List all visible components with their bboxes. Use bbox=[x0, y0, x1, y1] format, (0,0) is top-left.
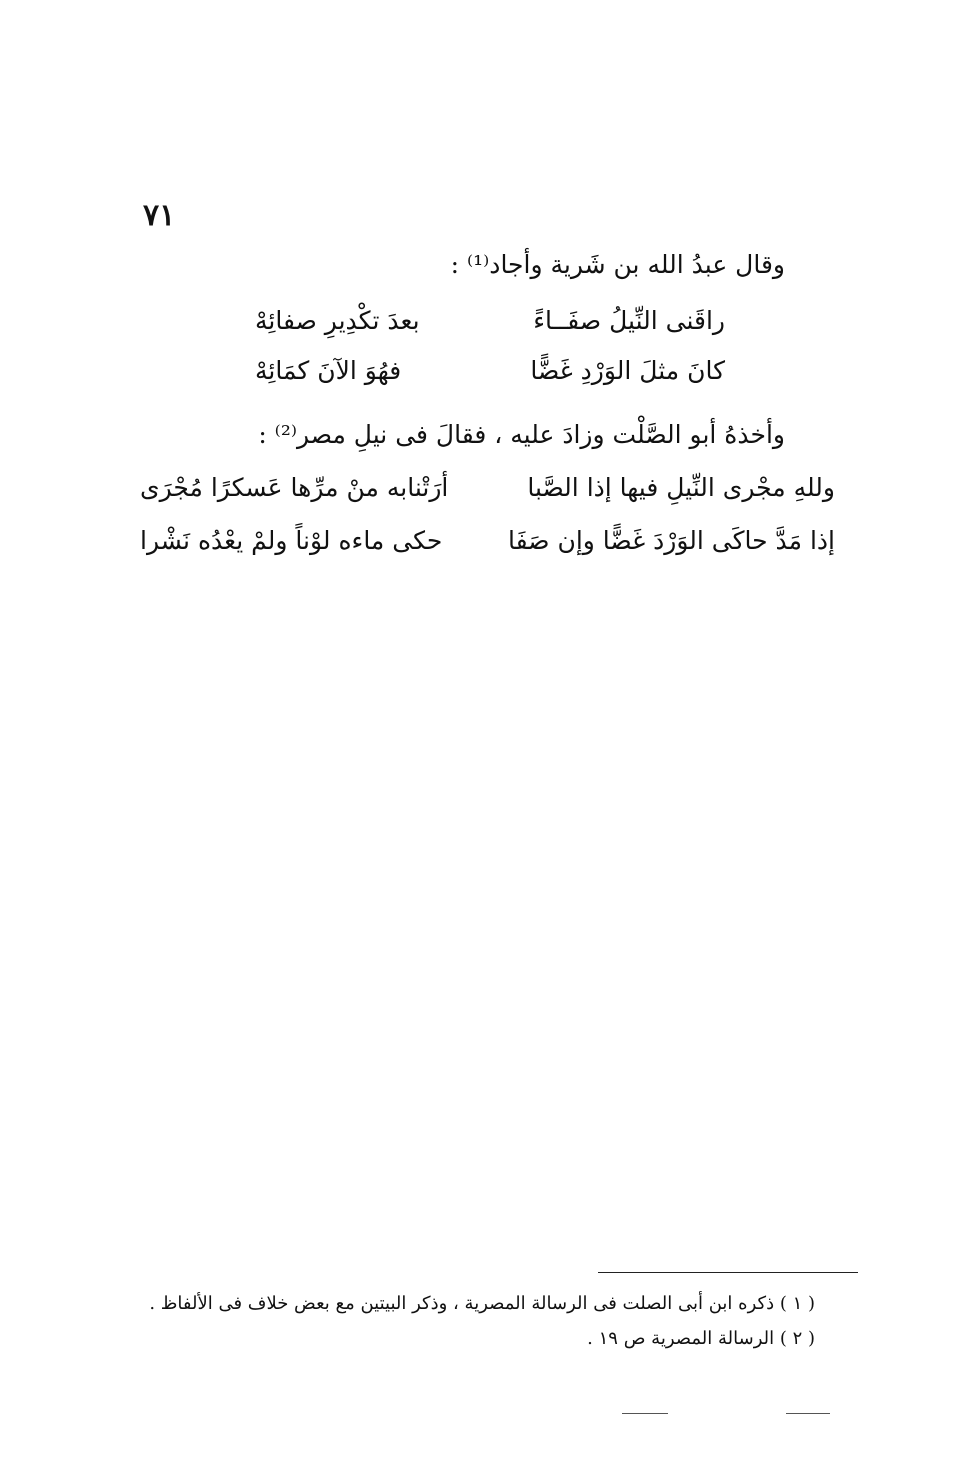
footnote: ( ١ ) ذكره ابن أبى الصلت فى الرسالة المصرية ، وذكر البيتين مع بعض خلاف فى الألفاظ . bbox=[149, 1293, 815, 1314]
poem-verse bbox=[140, 475, 835, 500]
page-number: ٧١ bbox=[143, 198, 176, 233]
verse-first-hemistich: إذا مَدَّ حاكَى الوَرْدَ غَضًّا وإن صَفَا bbox=[508, 526, 835, 555]
poem-verse bbox=[255, 358, 725, 383]
poem-verse bbox=[140, 528, 835, 553]
intro-line: وقال عبدُ الله بن شَرية وأجاد⁽¹⁾ : bbox=[450, 250, 785, 279]
verse-first-hemistich: راقَنى النِّيلُ صفَــاءً bbox=[533, 306, 725, 335]
verse-second-hemistich: فهُوَ الآنَ كمَائِهْ bbox=[255, 356, 402, 385]
verse-first-hemistich: كانَ مثلَ الوَرْدِ غَضًّا bbox=[530, 356, 725, 385]
page-edge-mark bbox=[622, 1413, 668, 1414]
footnote: ( ٢ ) الرسالة المصرية ص ١٩ . bbox=[587, 1328, 815, 1349]
intro-line: وأخذهُ أبو الصَّلْت وزادَ عليه ، فقالَ فى نيلِ مصر⁽²⁾ : bbox=[258, 420, 785, 449]
page-edge-mark bbox=[786, 1413, 830, 1414]
verse-first-hemistich: وللهِ مجْرى النِّيلِ فيها إذا الصَّبا bbox=[527, 473, 835, 502]
verse-second-hemistich: حكى ماءه لوْناً ولمْ يعْدُه نَشْرا bbox=[140, 526, 443, 555]
poem-verse bbox=[255, 308, 725, 333]
verse-second-hemistich: أرَتْنابه منْ مرِّها عَسكرًا مُجْرَى bbox=[140, 473, 449, 502]
verse-second-hemistich: بعدَ تكْدِيرِ صفائِهْ bbox=[255, 306, 420, 335]
footnote-divider bbox=[598, 1272, 858, 1273]
